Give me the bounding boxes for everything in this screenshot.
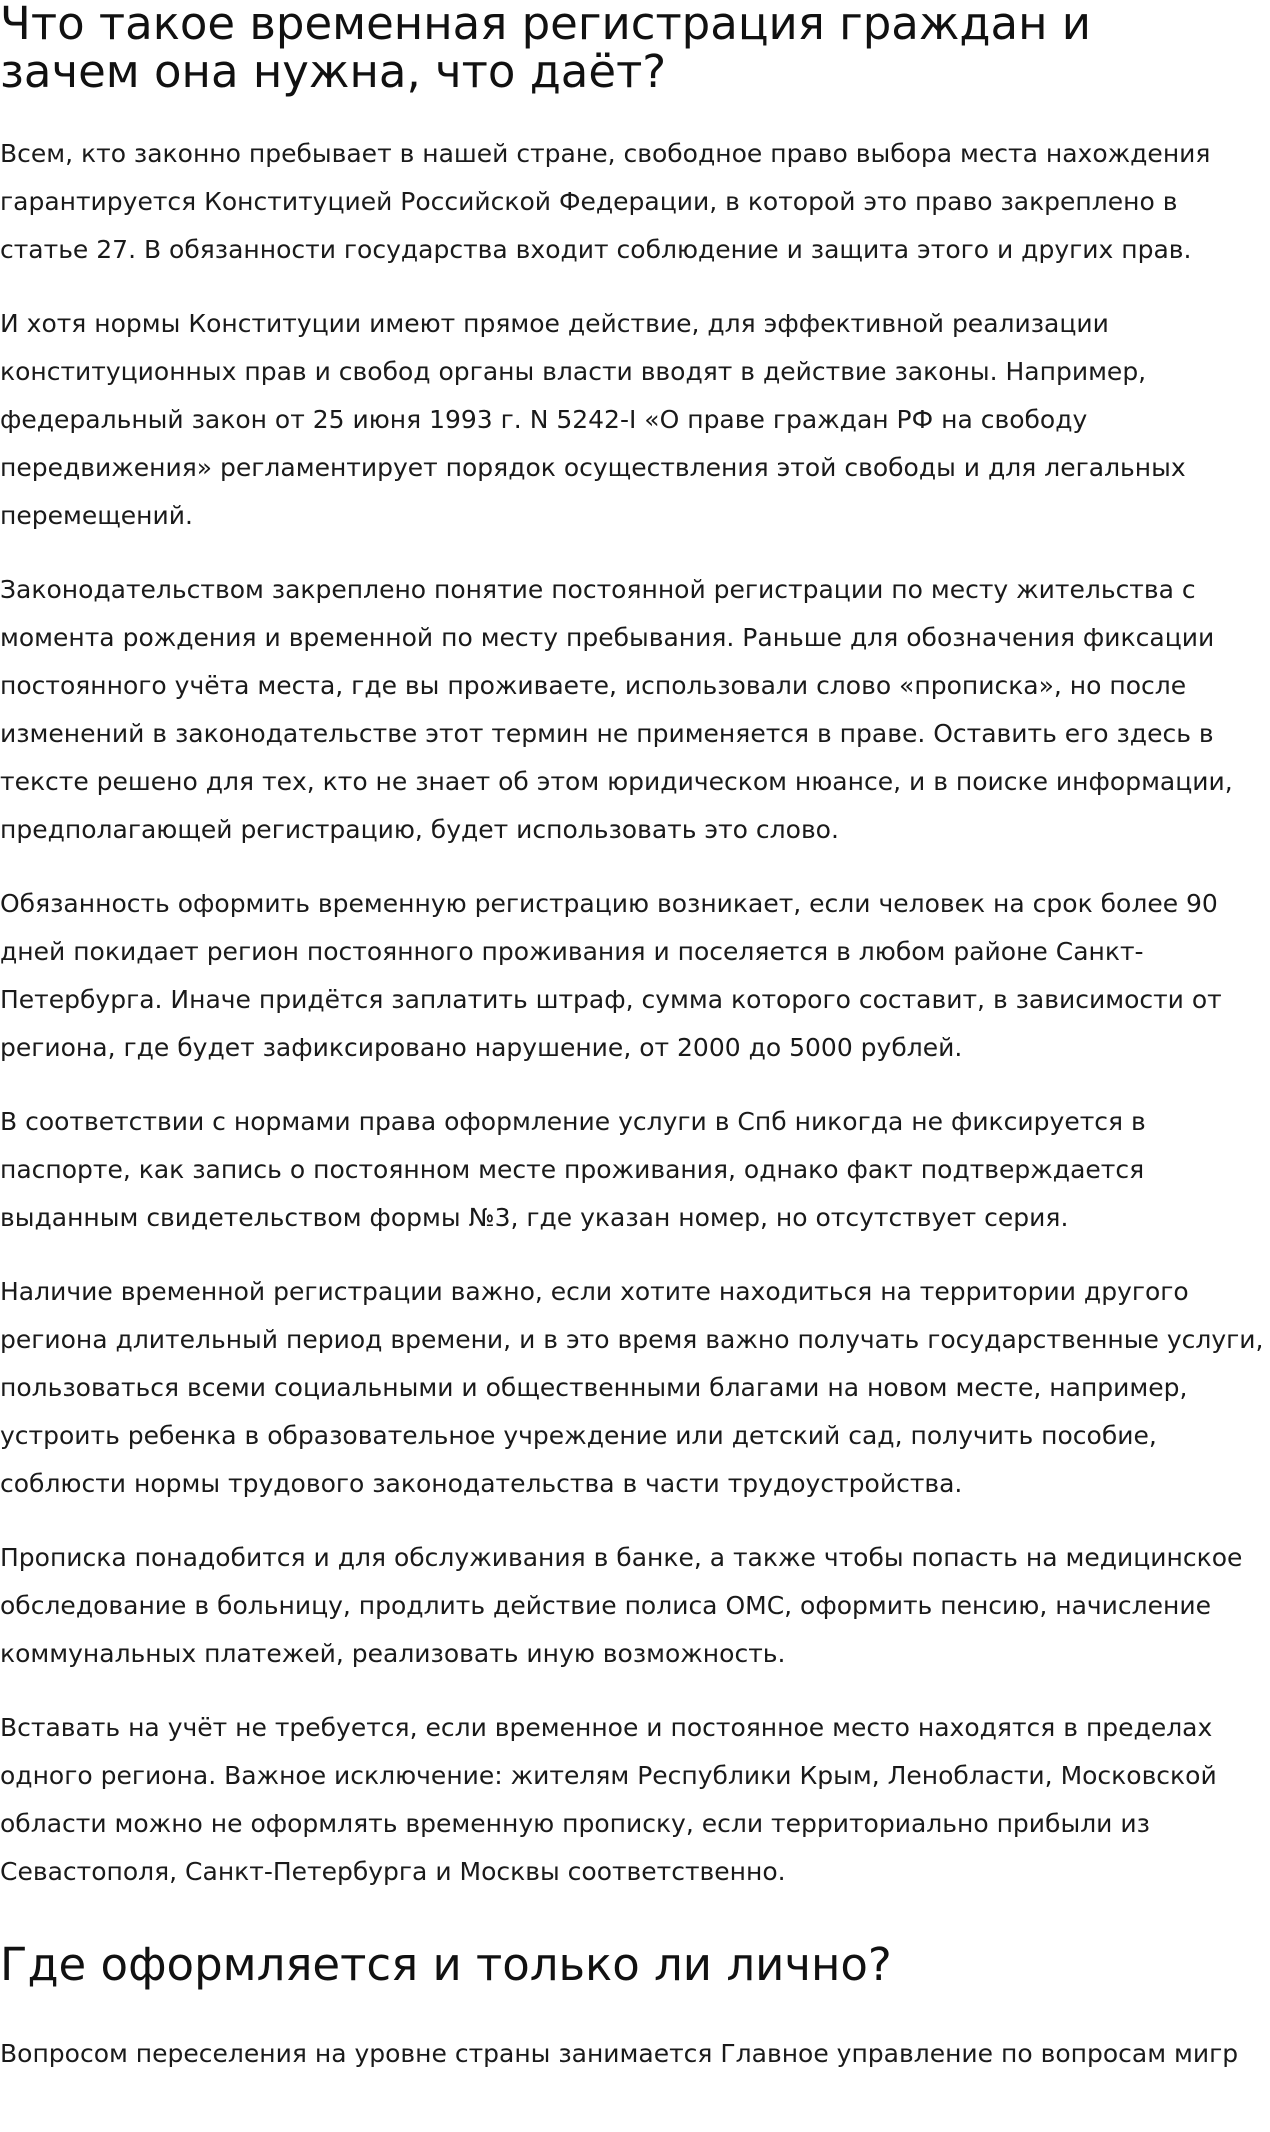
section-paragraph: Вопросом переселения на уровне страны занимается Главное управление по вопросам мигр <box>0 2039 1239 2068</box>
spacer <box>0 854 1270 880</box>
paragraph-5: В соответствии с нормами права оформление услуги в Спб никогда не фиксируется в паспорте, как запись о постоянном месте проживания, однако факт подтверждается выданным свидетельством формы №3, где указан номер, но отсутствует серия. <box>0 1107 1146 1232</box>
spacer <box>0 96 1270 130</box>
spacer <box>0 1992 1270 2030</box>
spacer <box>0 1678 1270 1704</box>
spacer <box>0 1072 1270 1098</box>
paragraph-7: Прописка понадобится и для обслуживания в банке, а также чтобы попасть на медицинское обследование в больницу, продлить действие полиса ОМС, оформить пенсию, начисление коммунальных платежей, реализовать иную возможность. <box>0 1543 1243 1668</box>
spacer <box>0 540 1270 566</box>
paragraph-2: И хотя нормы Конституции имеют прямое действие, для эффективной реализации конституционных прав и свобод органы власти вводят в действие законы. Например, федеральный закон от 25 июня 1993 г. N 5242-I «О праве граждан РФ на свободу передвижения» регламентирует порядок осуществления этой свободы и для легальных перемещений. <box>0 309 1186 530</box>
paragraph-8: Вставать на учёт не требуется, если временное и постоянное место находятся в пределах одного региона. Важное исключение: жителям Республики Крым, Ленобласти, Московской области можно не оформлять временную прописку, если территориально прибыли из Севастополя, Санкт-Петербурга и Москвы соответственно. <box>0 1713 1217 1886</box>
paragraph-3: Законодательством закреплено понятие постоянной регистрации по месту жительства с момента рождения и временной по месту пребывания. Раньше для обозначения фиксации постоянного учёта места, где вы проживаете, использовали слово «прописка», но после изменений в законодательстве этот термин не применяется в праве. Оставить его здесь в тексте решено для тех, кто не знает об этом юридическом нюансе, и в поиске информации, предполагающей регистрацию, будет использовать это слово. <box>0 575 1233 844</box>
section-heading: Где оформляется и только ли лично? <box>0 1938 892 1991</box>
paragraph-1: Всем, кто законно пребывает в нашей стране, свободное право выбора места нахождения гарантируется Конституцией Российской Федерации, в которой это право закреплено в статье 27. В обязанности государства входит соблюдение и защита этого и других прав. <box>0 139 1211 264</box>
paragraph-6: Наличие временной регистрации важно, если хотите находиться на территории другого региона длительный период времени, и в это время важно получать государственные услуги, пользоваться всеми социальными и общественными благами на новом месте, например, устроить ребенка в образовательное учреждение или детский сад, получить пособие, соблюсти нормы трудового законодательства в части трудоустройства. <box>0 1277 1264 1498</box>
spacer <box>0 1508 1270 1534</box>
article-title: Что такое временная регистрация граждан и зачем она нужна, что даёт? <box>0 0 1092 98</box>
spacer <box>0 274 1270 300</box>
spacer <box>0 1242 1270 1268</box>
spacer <box>0 1896 1270 1938</box>
paragraph-4: Обязанность оформить временную регистрацию возникает, если человек на срок более 90 дней покидает регион постоянного проживания и поселяется в любом районе Санкт-Петербурга. Иначе придётся заплатить штраф, сумма которого составит, в зависимости от региона, где будет зафиксировано нарушение, от 2000 до 5000 рублей. <box>0 889 1222 1062</box>
